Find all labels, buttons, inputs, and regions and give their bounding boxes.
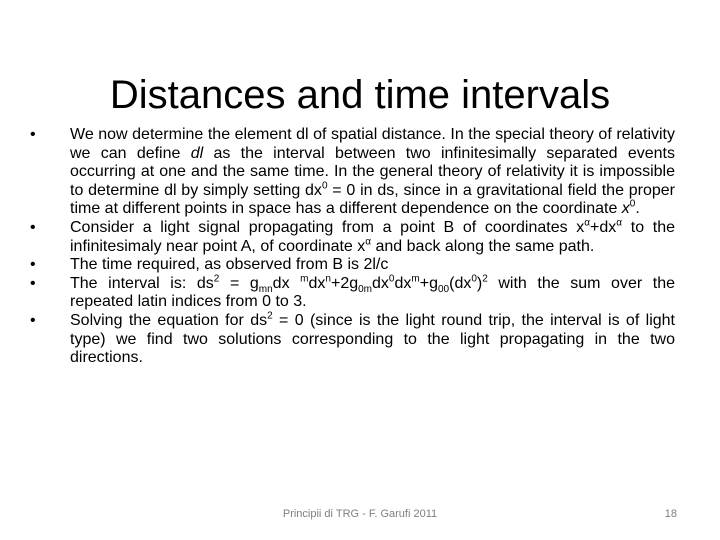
bullet-light-signal: • Consider a light signal propagating from a point B of coordinates $x^\alpha+dx^\alpha$ to the infinitesimaly near point A, of coordinate $x^\alpha$ and back along the same path. xyxy=(30,219,675,256)
slide-footer: Principii di TRG - F. Garufi 2011 xyxy=(282,508,438,520)
page-number: 18 xyxy=(664,508,677,520)
bullet-spatial-distance: • We now determine the element dl of spatial distance. In the special theory of relativity we can define dl as the interval between two infinitesimally separated events occurring at one and the same time. In the general theory of relativity it is impossible to determine dl by simply setting $dx^0 = 0$ in ds, since in a gravitational field the proper time at different points in space has a different dependence on the coordinate $x^0$. xyxy=(30,126,675,219)
bullet-interval: • The interval is: $ds^2 = g_{mn}dx$ $^mdx^n+2g_{0m}dx^0dx^m+g_{00}(dx^0)^2$ with the sum over the repeated latin indices from 0 to 3. xyxy=(30,275,675,312)
bullet-solving-equation: • Solving the equation for $ds^2 = 0$ (since is the light round trip, the interval is of light type) we find two solutions corresponding to the light propagating in the two directions. xyxy=(30,312,675,368)
slide-title: Distances and time intervals xyxy=(109,72,611,117)
bullet-time-required: • The time required, as observed from B is 2l/c xyxy=(30,256,675,275)
bullet-list xyxy=(30,126,675,368)
